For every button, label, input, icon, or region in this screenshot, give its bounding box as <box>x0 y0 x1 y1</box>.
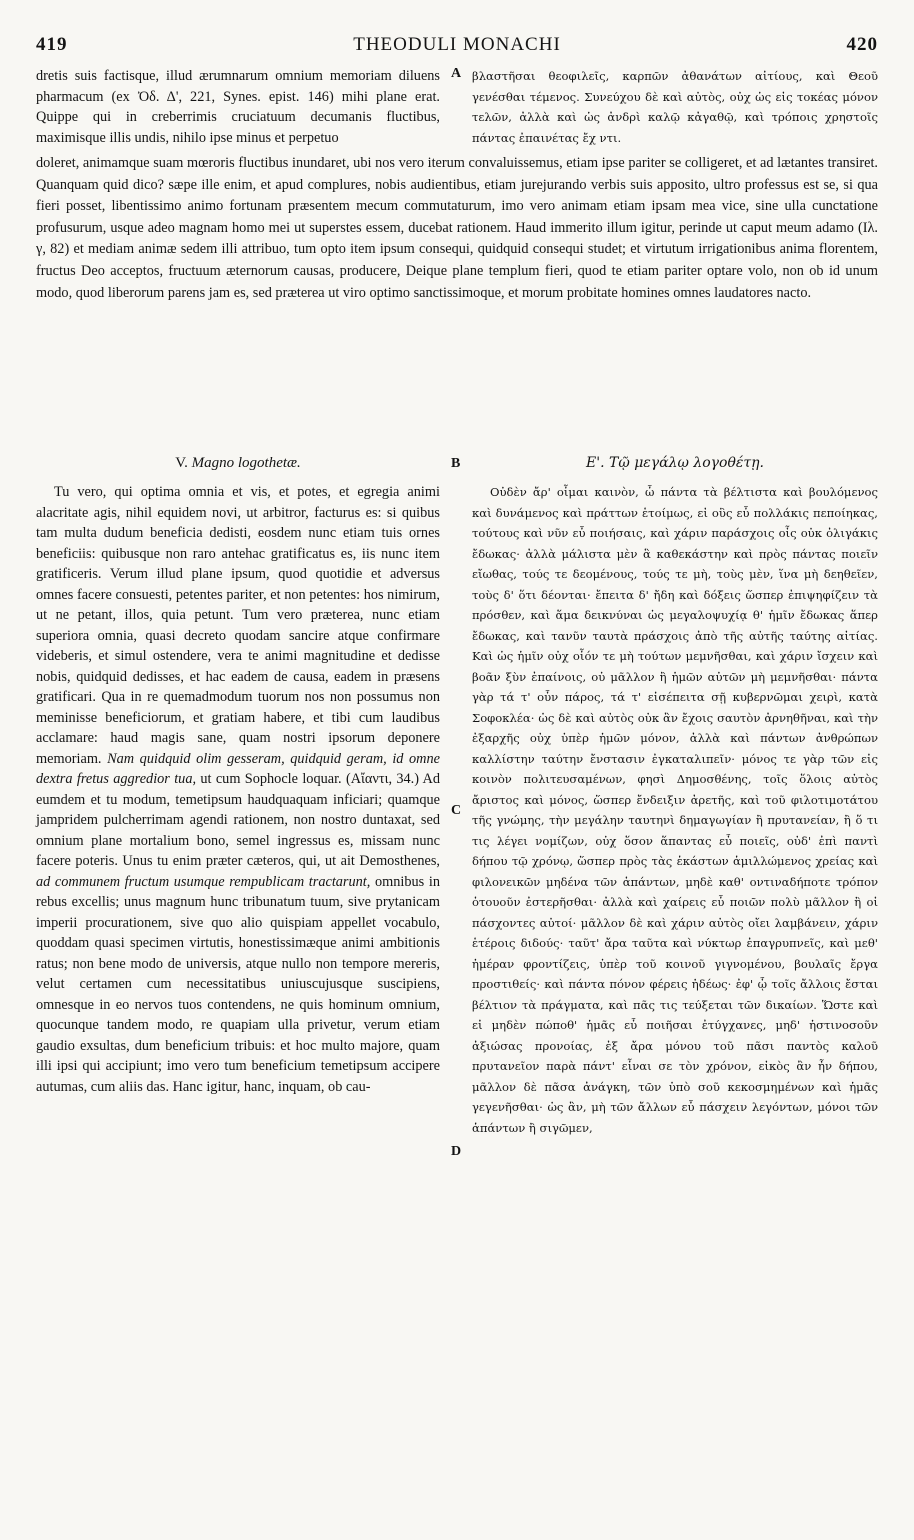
margin-marker-b: B <box>451 456 461 471</box>
latin-section-number: V. <box>175 455 188 471</box>
margin-marker-a: A <box>451 66 462 81</box>
latin-demosthenes-quote: ad communem fructum usumque rempublicam tractarunt, <box>36 873 371 890</box>
latin-section-heading: Magno logothetæ. <box>191 455 301 471</box>
latin-body-part-2: ut cum Sophocle loquar. (Αἴαντι, 34.) Ad eumdem et tu modum, temetipsum haudquaquam inficiari; quamque jampridem pulcherrimam agendi rationem, non nostro duntaxat, sed omnium plane mortalium bono, semel ingressus es, missam nunc facere poteris. Unus tu enim præter cæteros, qui, ut ait Demosthenes, <box>36 771 440 869</box>
margin-marker-c: C <box>451 803 462 818</box>
page-number-right: 420 <box>846 34 878 55</box>
greek-continuation: βλαστῆσαι θεοφιλεῖς, καρπῶν ἀθανάτων αἰτίους, καὶ Θεοῦ γενέσθαι τέμενος. Συνεύχου δὲ καὶ αὐτὸς, οὐχ ὡς εἰς τοκέας μόνον τελῶν, ἀλλὰ καὶ ὡς ἀνδρὶ καλῷ κἀγαθῷ, καὶ τρόποις χρηστοῖς πάντας ἐπαινέτας ἔχ ντι. <box>472 69 878 145</box>
latin-continuation: dretis suis factisque, illud ærumnarum omnium memoriam diluens pharmacum (ex Ὀδ. Δ', 221, Synes. epist. 146) mihi plane erat. Quippe qui in creberrimis cruciatuum decumanis fluctibus, maximisque illis undis, nihilo ipse minus et perpetuo <box>36 68 440 146</box>
latin-column-body <box>36 482 440 1097</box>
latin-body-part-3: omnibus in rebus excellis; unus magnum hunc tribunatum tuum, sive prytanicam imperii procurationem, sive quo alio quispiam appellet vocabulo, quoddam quasi specimen virtutis, honestissimæque animi ambitionis ratus; non bene modo de universis, atque nullo non tempore mereris, velut certamen cum necessitatibus uniuscujusque suscipiens, omnesque in eo nervos tuos contendens, ne quis hominum omnium, quocunque tandem modo, re quapiam ulla privetur, verum etiam gaudio exsultas, dum beneficium tribuis: et hoc multo majore, quam illi ipsi qui accipiunt; imo vero tum beneficium temetipsum accipere autumas, cum aliis das. Hanc igitur, hanc, inquam, ob cau- <box>36 873 440 1095</box>
latin-section-title <box>36 455 440 472</box>
running-header <box>36 34 878 60</box>
margin-marker-d: D <box>451 1144 462 1159</box>
latin-body-part-1: Tu vero, qui optima omnia et vis, et potes, et egregia animi alacritate agis, nihil equidem novi, ut arbitror, facturus es: si quibus tam multa dudum beneficia dedisti, eosdem nunc etiam tuis ornes beneficiis: quibusque non raro antehac gratificatus es, iis nunc item gratificeris. Verum illud plane ipsum, quod quotidie et adversus omnes facere consuesti, petentes pariter, et non petentes: hos nimirum, ut ne petant, illos, quia petunt. Tum vero præterea, nunc etiam superiora omnia, quasi decreto quodam sancire atque confirmare videberis, et simul ostendere, vera te animi magnitudine et dedisse nobis, quidquid dedisses, et hac eadem de causa, eadem in præsens gratificari. Qua in re quemadmodum tuorum nos non possumus non meminisse beneficiorum, et gratiam habere, et tibi cum laudibus acclamare: haud magis sane, quam nostri ipsorum deponere memoriam. <box>36 484 440 767</box>
latin-sophocles-quote: Nam quidquid olim gesseram, quidquid geram, id omne dextra fretus aggredior tua, <box>36 750 440 787</box>
greek-column-body: Οὐδὲν ἄρ' οἶμαι καινὸν, ὦ πάντα τὰ βέλτιστα καὶ βουλόμενος καὶ δυνάμενος καὶ πράττων ἑτοίμως, εἰ οὓς εὖ πολλάκις πεποίηκας, τούτους καὶ νῦν εὖ ποιήσαις, καὶ χάριν παράσχοις οἷς οὐκ ὀλιγάκις ἔδωκας· ἀλλὰ μάλιστα μὲν ἃ καθεκάστην καὶ πρὸς πάντας ποιεῖν εἴωθας, τούς τε δεομένους, τούς τε μὴ, τοὺς μὲν, ἵνα μὴ δεηθεῖεν, τοὺς δ' ὅτι δέονται· ἔπειτα δ' ἤδη καὶ δόξεις ὥσπερ ἐπιψηφίζειν τὰ πρόσθεν, καὶ ἅμα δεικνύναι ὡς μεγαλοψυχίᾳ θ' ἡμῖν ἔδωκας ἅπερ ἔδωκας, καὶ τανῦν ταυτὰ πράσχοις ἀπὸ τῆς αὐτῆς ταύτης αἰτίας. Καὶ ὡς ἡμῖν οὐχ οἷόν τε μὴ τούτων μεμνῆσθαι, καὶ χάριν ἴσχειν καὶ βοᾶν ξὺν ἐπαίνοις, οὐ μᾶλλον ἢ ἡμῶν αὐτῶν μὴ μεμνῆσθαι· πάντα γὰρ τά τ' οὖν πάρος, τά τ' εἰσέπειτα σῇ κυβερνῶμαι χειρὶ, κατὰ Σοφοκλέα· ὡς δὲ καὶ αὐτὸς οὐκ ἂν ἔχοις σαυτὸν ἀρνηθῆναι, καὶ τὴν ἐξαρχῆς οὐχ ὑπὲρ ἡμῶν μόνον, ἀλλὰ καὶ πάντων ἀνθρώπων καλλίστην ταύτην ἔνστασιν ἐγκαταλιπεῖν· μόνος τε γὰρ τῶν εἰς κοινὸν πολιτευσαμένων, φησὶ Δημοσθένης, τοῖς ὅλοις αὐτὸς ἄριστος καὶ μόνος, ὥσπερ ἔνδειξιν ἀρετῆς, καὶ τοῦ φιλοτιμοτάτου τῆς γνώμης, τὴν μεγάλην ταυτηνὶ δημαγωγίαν ἢ πρυτανείαν, ἢ ὅ τι τις λέγει νομίζων, οὐχ ὅσον ἅπαντας εὖ ποιεῖς, οὐδ' ἐπὶ παντὶ δήπου τῷ χρόνῳ, ὥσπερ πρὸς τὰς ἑκάστων ἁμιλλώμενος χρείας καὶ φιλονεικῶν μηδένα τῶν ἁπάντων, μηδὲ καθ' οντιναδήποτε τρόπον ὁτουοῦν ἐστερῆσθαι· ἀλλὰ καὶ χαίρεις εὖ ποιῶν πολὺ μᾶλλον ἢ οἱ πάσχοντες αὐτοί· μᾶλλον δὲ καὶ χάριν αὐτὸς οἴει λαμβάνειν, χάριν ἑτέροις διδούς· ταῦτ' ἄρα ταῦτα καὶ νύκτωρ ἐπαγρυπνεῖς, καὶ μεθ' ἡμέραν φροντίζεις, ὑπὲρ τοῦ κοινοῦ γιγνομένου, βουλαῖς ἔργα προστιθείς· καὶ πάντα πόνον φέρεις ἡδέως· ἐφ' ᾧ τοῖς ἄλλοις ἔσται βέλτιον τὰ πράγματα, καὶ πᾶς τις τεύξεται τῶν δικαίων. Ὥστε καὶ εἰ μηδὲν πώποθ' ἡμᾶς εὖ ποιῆσαι ἐτύγχανες, μηδ' ἡστινοσοῦν ἀξιώσας προνοίας, ἐξ ἄρα μόνου τοῦ πᾶσι παντὸς καλοῦ πρυτανεῖον παρὰ πάντ' εἶναι σε τὸν χρόνον, εἰκὸς ἂν ἦν δήπου, μᾶλλον δὲ πᾶσα ἀνάγκη, τῶν ὑπὸ σοῦ κεκοσμημένων καὶ ἡμᾶς γεγενῆσθαι· ὡς ἂν, μὴ τῶν ἄλλων εὖ πάσχειν λεγόντων, μόνοι τῶν ἁπάντων ἢ σιγῶμεν, <box>472 485 878 1135</box>
latin-full-width-paragraph: doleret, animamque suam mœroris fluctibus inundaret, ubi nos vero iterum convaluissemus, etiam ipse pariter se colligeret, et ad lætantes transiret. Quanquam quid dico? sæpe ille enim, et apud complures, nobis audientibus, etiam jurejurando verbis suis apposito, ultro professus est se, si qua fieri posset, libentissimo animo fortunam præsentem mecum commutaturum, imo vero animam etiam ipsam mea vice, sine ulla cunctatione profusurum, usque adeo magnam homo mei ut superstes essem, ducebat rationem. Haud immerito illum igitur, perinde ut caput meum adamo (Ιλ. γ, 82) et mediam animæ sedem illi attribuo, tum opto item ipsum consequi, quidquid consequi studet; et virtutum irrigationibus anima florentem, fructus Deo acceptos, fructuum æternorum causas, producere, Deique plane templum fieri, quod te etiam pariter optare volo, non ob id unum modo, quod liberorum parens jam es, sed præterea ut viro optimo sanctissimoque, et morum probitate homines omnes laudatores nacto. <box>36 155 878 301</box>
greek-section-title: Ε'. Τῷ μεγάλῳ λογοθέτῃ. <box>586 455 764 471</box>
running-title: THEODULI MONACHI <box>353 34 561 55</box>
page-number-left: 419 <box>36 34 68 55</box>
